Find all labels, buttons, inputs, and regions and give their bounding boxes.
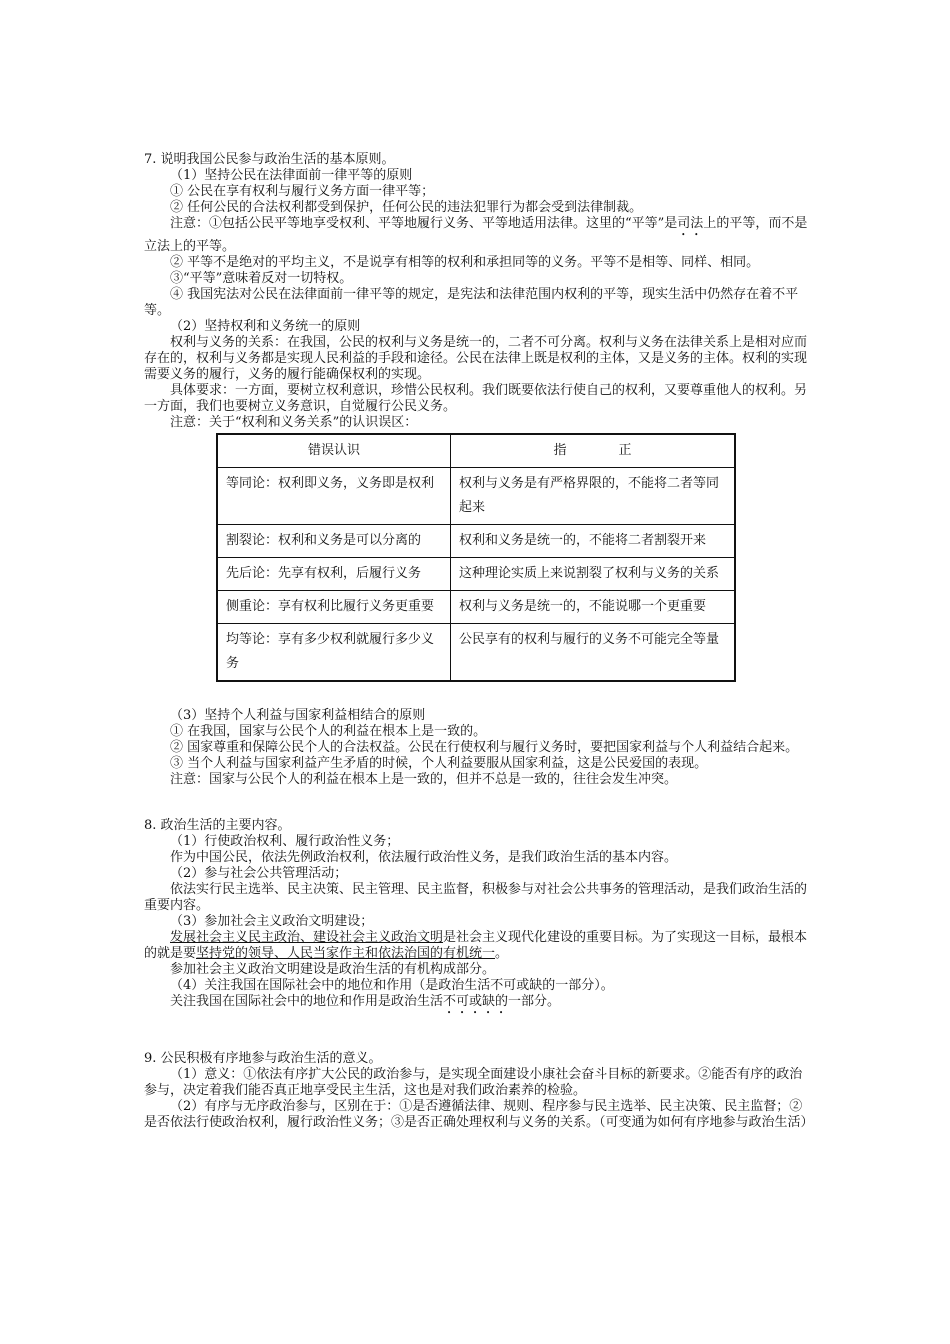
table-row [217,525,735,558]
section-spacer [144,788,809,818]
note-text: 注意：①包括公民平等地享受权利、平等地履行义务、平等地适用法律。这里的“平等”是 [170,216,678,231]
principle-2-note: 注意：关于“权利和义务关系”的认识误区： [170,415,418,430]
misconception-table [216,433,736,682]
content-2-heading: （2）参与社会公共管理活动； [170,866,348,881]
section-7-title: 7. 说明我国公民参与政治生活的基本原则。 [144,152,395,167]
misconception-cell: 等同论：权利即义务，义务即是权利 [217,468,451,525]
correction-cell: 权利和义务是统一的，不能将二者割裂开来 [451,525,736,558]
underlined-text: 坚持党的领导、人民当家作主和依法治国的有机统一 [196,946,496,961]
correction-cell: 权利与义务是有严格界限的，不能将二者等同起来 [451,468,736,525]
underlined-text: 发展社会主义民主政治、建设社会主义政治文明 [170,930,444,945]
emphasis-text: 司法 [677,216,704,231]
principle-3-point-b: ② 国家尊重和保障公民个人的合法权益。公民在行使权利与履行义务时，要把国家利益与个人利益结合起来。 [170,740,799,755]
misconception-cell: 先后论：先享有权利，后履行义务 [217,558,451,591]
header-correction: 指 正 [451,434,736,468]
content-2-text: 依法实行民主选举、民主决策、民主管理、民主监督，积极参与对社会公共事务的管理活动，是我们政治生活的重要内容。 [144,882,808,913]
section-spacer [144,1017,809,1051]
section-9-title: 9. 公民积极有序地参与政治生活的意义。 [144,1051,382,1066]
content-4-text [144,994,809,1017]
note-text: 上的平等，而不是立法上的平等。 [144,216,808,254]
content-1-heading: （1）行使政治权利、履行政治性义务； [170,834,400,849]
principle-1-note-2: ② 平等不是绝对的平均主义，不是说享有相等的权利和承担同等的义务。平等不是相等、同样、相同。 [170,255,760,270]
principle-3-point-a: ① 在我国，国家与公民个人的利益在根本上是一致的。 [170,724,487,739]
correction-cell: 公民享有的权利与履行的义务不可能完全等量 [451,624,736,682]
principle-2-relation: 权利与义务的关系：在我国，公民的权利与义务是统一的，二者不可分离。权利与义务在法律关系上是相对应而存在的，权利与义务都是实现人民利益的手段和途径。公民在法律上既是权利的主体，又是义务的主体。权利的实现需要义务的履行，义务的履行能确保权利的实现。 [144,335,808,382]
content-3-text [144,930,809,962]
principle-1-point-a: ① 公民在享有权利与履行义务方面一律平等； [170,184,435,199]
body-text: 关注我国在国际社会中的地位和作用是政治生活 [170,994,444,1009]
orderly-vs-disorderly-paragraph: （2）有序与无序政治参与，区别在于：①是否遵循法律、规则、程序参与民主选举、民主决策、民主监督；②是否依法行使政治权利，履行政治性义务；③是否正确处理权利与义务的关系。（可变通为如何有序地参与政治生活） [144,1099,814,1130]
principle-2-requirements: 具体要求：一方面，要树立权利意识，珍惜公民权利。我们既要依法行使自己的权利，又要尊重他人的权利。另一方面，我们也要树立义务意识，自觉履行公民义务。 [144,383,808,414]
table-row [217,468,735,525]
principle-2-heading: （2）坚持权利和义务统一的原则 [170,319,361,334]
principle-1-point-b: ② 任何公民的合法权利都受到保护，任何公民的违法犯罪行为都会受到法律制裁。 [170,200,643,215]
table-header-row [217,434,735,468]
body-text: 一部分。 [508,994,561,1009]
section-8-title: 8. 政治生活的主要内容。 [144,818,291,833]
principle-1-note-4: ④ 我国宪法对公民在法律面前一律平等的规定，是宪法和法律范围内权利的平等，现实生活中仍然存在着不平等。 [144,287,799,318]
misconception-cell: 割裂论：权利和义务是可以分离的 [217,525,451,558]
misconception-cell: 均等论：享有多少权利就履行多少义务 [217,624,451,682]
principle-3-point-c: ③ 当个人利益与国家利益产生矛盾的时候，个人利益要服从国家利益，这是公民爱国的表现。 [170,756,708,771]
body-text: 是社会主义现代化建设的重要目标。为了实现这一目标，最根本的就是要 [144,930,808,961]
principle-1-note-3: ③“平等”意味着反对一切特权。 [170,271,353,286]
principle-1-heading: （1）坚持公民在法律面前一律平等的原则 [170,168,413,183]
content-3-text-b: 参加社会主义政治文明建设是政治生活的有机构成部分。 [170,962,496,977]
emphasis-text: 不可或缺的 [443,994,509,1009]
body-text: 。 [495,946,509,961]
table-row [217,591,735,624]
correction-cell: 这种理论实质上来说割裂了权利与义务的关系 [451,558,736,591]
principle-3-note: 注意：国家与公民个人的利益在根本上是一致的，但并不总是一致的，往往会发生冲突。 [170,772,678,787]
content-1-text: 作为中国公民，依法先例政治权利，依法履行政治性义务，是我们政治生活的基本内容。 [170,850,678,865]
misconception-cell: 侧重论：享有权利比履行义务更重要 [217,591,451,624]
header-misconception: 错误认识 [217,434,451,468]
principle-3-heading: （3）坚持个人利益与国家利益相结合的原则 [170,708,426,723]
content-4-heading: （4）关注我国在国际社会中的地位和作用（是政治生活不可或缺的一部分）。 [170,978,614,993]
content-3-heading: （3）参加社会主义政治文明建设； [170,914,374,929]
document-page [144,152,814,1131]
principle-1-note-1 [144,216,809,255]
table-row [217,558,735,591]
table-row [217,624,735,682]
correction-cell: 权利与义务是统一的，不能说哪一个更重要 [451,591,736,624]
significance-paragraph: （1）意义：①依法有序扩大公民的政治参与，是实现全面建设小康社会奋斗目标的新要求。②能否有序的政治参与，决定着我们能否真正地享受民主生活，这也是对我们政治素养的检验。 [144,1067,803,1098]
